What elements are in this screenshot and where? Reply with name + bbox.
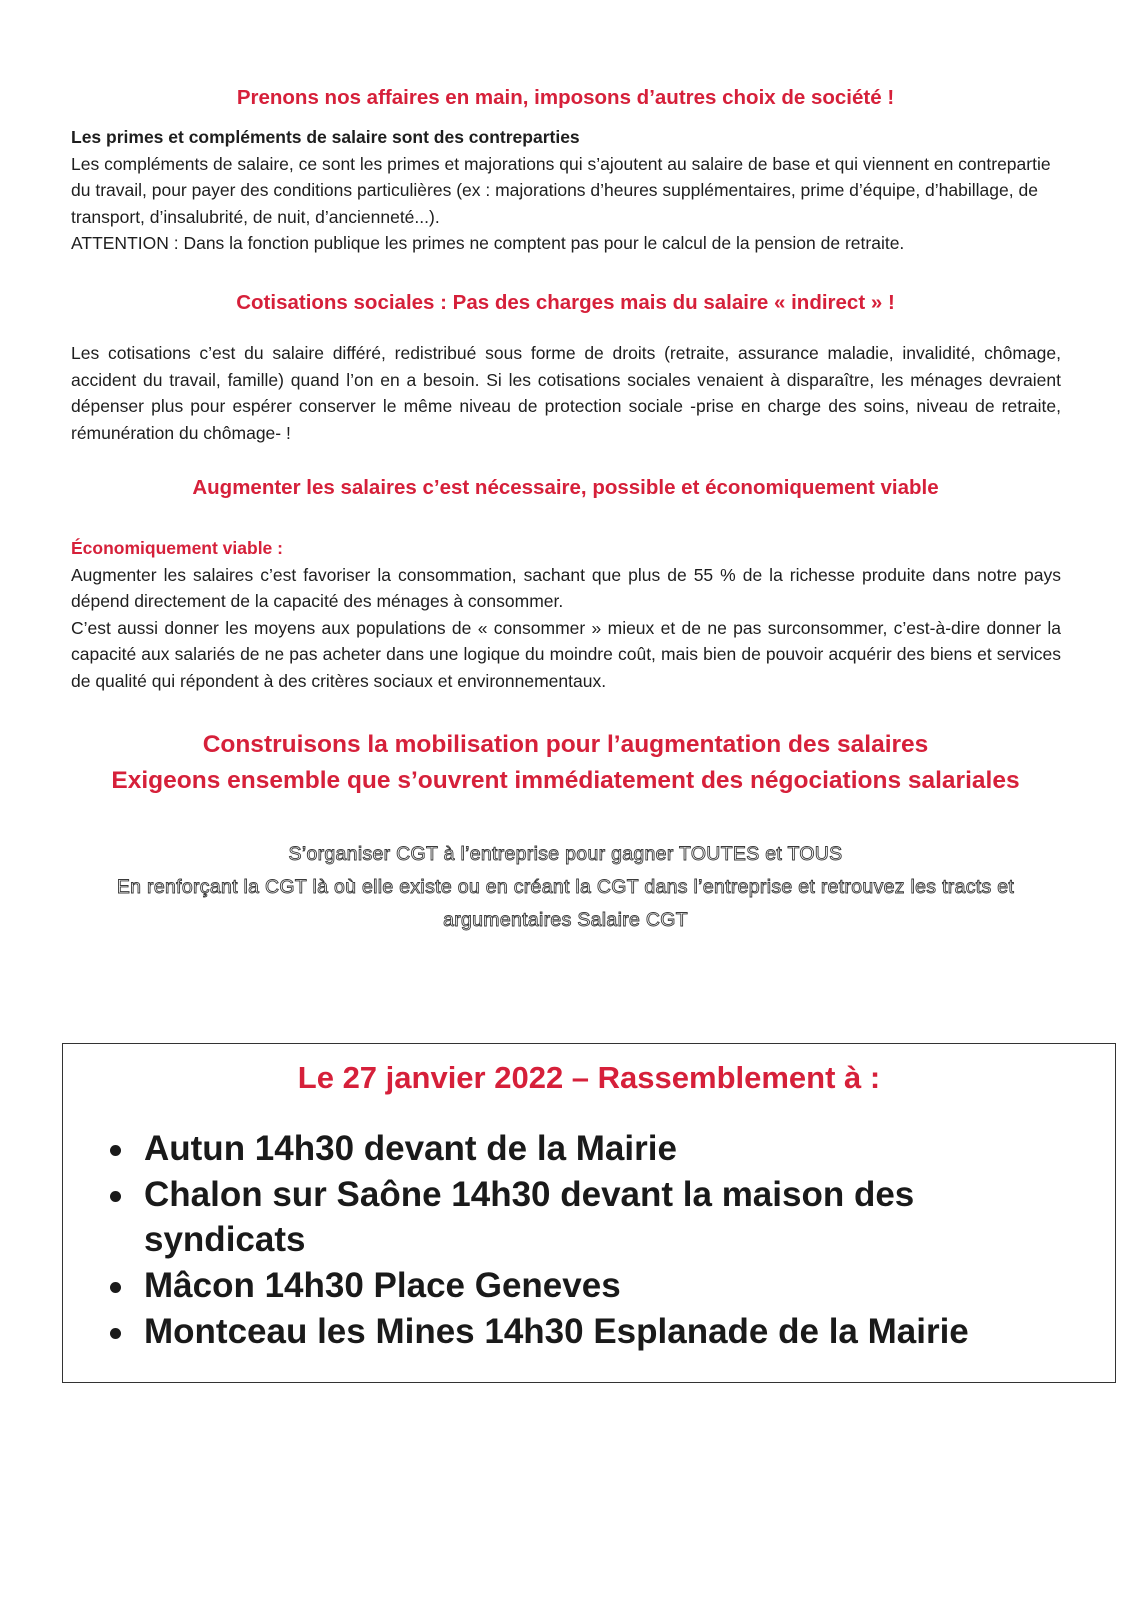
- rally-box: [62, 1043, 1116, 1383]
- organise-line1: S’organiser CGT à l’entreprise pour gagner TOUTES et TOUS: [288, 843, 843, 865]
- rally-title: Le 27 janvier 2022 – Rassemblement à :: [297, 1060, 881, 1095]
- section3-body2: C’est aussi donner les moyens aux populations de « consommer » mieux et de ne pas surconsommer, c’est-à-dire donner la capacité aux salariés de ne pas acheter dans une logique du moindre coût, mais bien de pouvoir acquérir des biens et services de qualité qui répondent à des critères sociaux et environnementaux.: [71, 617, 1061, 691]
- bullet-icon: [110, 1191, 121, 1202]
- section1-body: Les compléments de salaire, ce sont les primes et majorations qui s’ajoutent au salaire de base et qui viennent en contrepartie du travail, pour payer des conditions particulières (ex : majorations d’heures supplémentaires, prime d’équipe, d’habillage, de transport, d’insalubrité, de nuit, d’ancienneté...).: [71, 153, 1051, 227]
- section3-block: [71, 535, 1061, 694]
- organise-callout: [50, 838, 1081, 937]
- section1-heading: Prenons nos affaires en main, imposons d’autres choix de société !: [236, 86, 895, 109]
- rally-item-text: Chalon sur Saône 14h30 devant la maison des syndicats: [144, 1175, 915, 1259]
- rally-item-text: Autun 14h30 devant de la Mairie: [144, 1129, 677, 1168]
- rally-item: [108, 1126, 1068, 1171]
- bullet-icon: [110, 1282, 121, 1293]
- mobilisation-line1: Construisons la mobilisation pour l’augmentation des salaires: [202, 731, 929, 758]
- mobilisation-line2: Exigeons ensemble que s’ouvrent immédiatement des négociations salariales: [111, 767, 1020, 794]
- rally-item: [108, 1309, 1068, 1354]
- section1-subheading: Les primes et compléments de salaire sont des contreparties: [71, 127, 580, 147]
- section3-subheading: Économiquement viable :: [71, 538, 283, 558]
- rally-item: [108, 1172, 1068, 1262]
- rally-item: [108, 1263, 1068, 1308]
- section2-body: Les cotisations c’est du salaire différé, redistribué sous forme de droits (retraite, assurance maladie, invalidité, chômage, accident du travail, famille) quand l’on en a besoin. Si les cotisations sociales venaient à disparaître, les ménages devraient dépenser plus pour espérer conserver le même niveau de protection sociale -prise en charge des soins, niveau de retraite, rémunération du chômage- !: [71, 343, 1061, 443]
- section1-attention: ATTENTION : Dans la fonction publique les primes ne comptent pas pour le calcul de la pension de retraite.: [71, 233, 905, 253]
- bullet-icon: [110, 1145, 121, 1156]
- section3-heading: Augmenter les salaires c’est nécessaire, possible et économiquement viable: [192, 476, 939, 499]
- rally-item-text: Montceau les Mines 14h30 Esplanade de la Mairie: [144, 1312, 969, 1351]
- section2-heading: Cotisations sociales : Pas des charges mais du salaire « indirect » !: [236, 291, 895, 314]
- rally-list: [108, 1126, 1068, 1355]
- section3-body1: Augmenter les salaires c’est favoriser la consommation, sachant que plus de 55 % de la richesse produite dans notre pays dépend directement de la capacité des ménages à consommer.: [71, 564, 1061, 611]
- bullet-icon: [110, 1328, 121, 1339]
- mobilisation-heading: [40, 727, 1091, 799]
- rally-item-text: Mâcon 14h30 Place Geneves: [144, 1266, 621, 1305]
- organise-line2: En renforçant la CGT là où elle existe ou en créant la CGT dans l’entreprise et retrouvez les tracts et argumentaires Salaire CGT: [116, 876, 1015, 931]
- section1-block: [71, 124, 1061, 257]
